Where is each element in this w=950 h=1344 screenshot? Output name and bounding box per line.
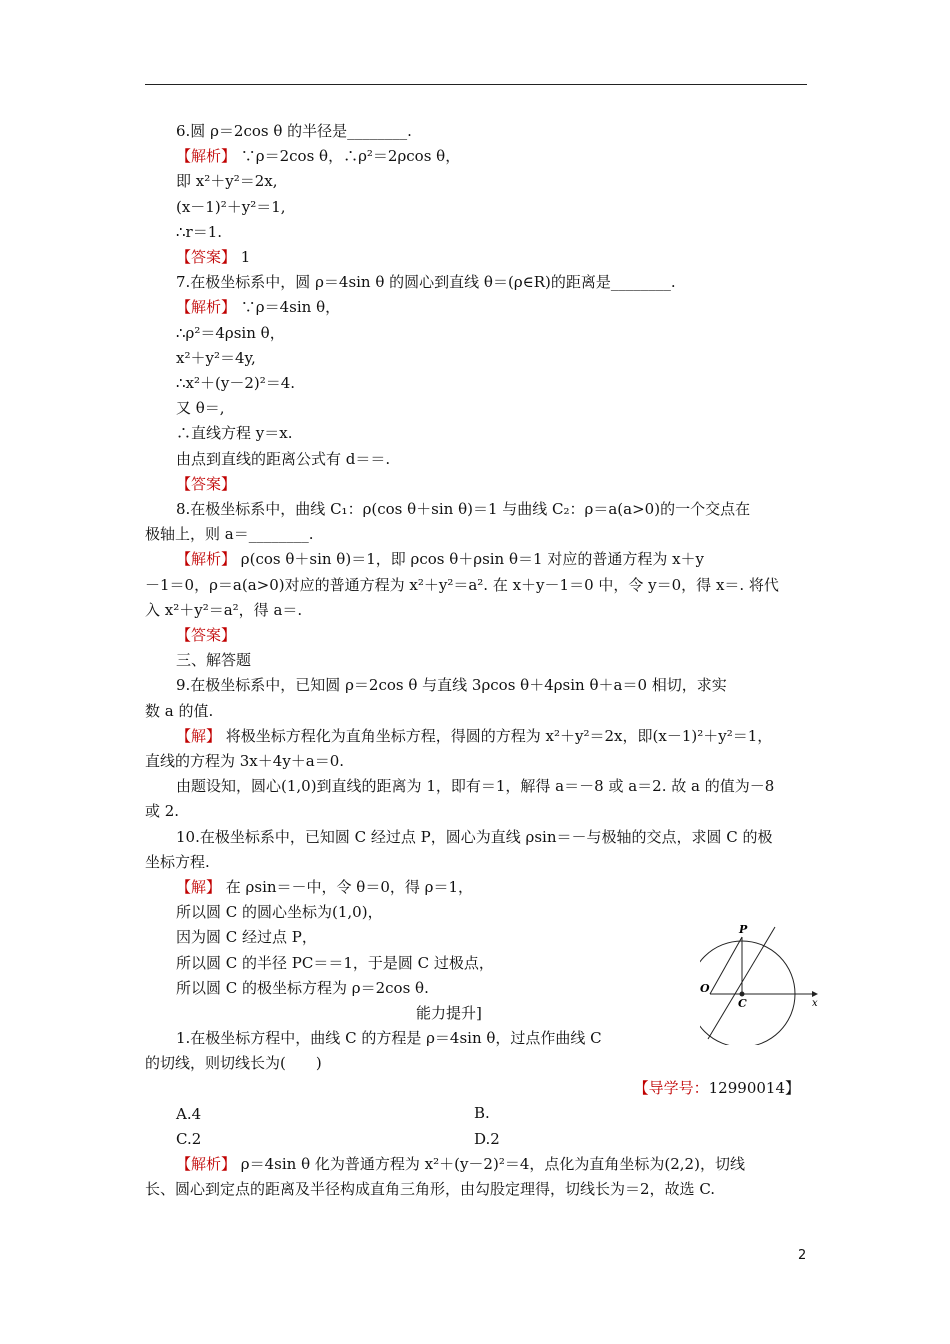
line-text: 又 θ＝, <box>176 399 225 417</box>
line-text: ρ＝4sin θ 化为普通方程为 x²＋(y－2)²＝4，点化为直角坐标为(2,2)，切线 <box>236 1155 745 1173</box>
axis-arrow <box>812 991 818 997</box>
text-line <box>176 877 473 897</box>
line-text: 将极坐标方程化为直角坐标方程，得圆的方程为 x²＋y²＝2x，即(x－1)²＋y²＝1， <box>221 727 773 745</box>
line-text: 10.在极坐标系中，已知圆 C 经过点 P，圆心为直线 ρsin＝－与极轴的交点，求圆 C 的极 <box>176 828 773 846</box>
section-tag: 【解析】 <box>176 550 237 568</box>
line-text: A.4 <box>176 1105 202 1123</box>
text-line <box>176 373 295 393</box>
text-line <box>176 1028 602 1048</box>
text-line <box>176 222 222 242</box>
line-text: 在 ρsin＝－中，令 θ＝0，得 ρ＝1， <box>221 878 473 896</box>
line-text: －1＝0，ρ＝a(a>0)对应的普通方程为 x²＋y²＝a². 在 x＋y－1＝0 中，令 y＝0，得 x＝. 将代 <box>145 576 779 594</box>
text-line <box>176 247 250 267</box>
segment-op <box>710 937 742 994</box>
text-line <box>176 827 773 847</box>
text-line <box>145 524 313 544</box>
text-line <box>145 801 179 821</box>
option-d: D.2 <box>474 1130 500 1148</box>
text-line <box>176 499 750 519</box>
line-text: ∵ρ＝4sin θ， <box>236 298 341 316</box>
text-line <box>176 348 256 368</box>
text-line <box>176 776 774 796</box>
text-line <box>176 650 251 670</box>
line-text: 8.在极坐标系中，曲线 C₁：ρ(cos θ＋sin θ)＝1 与曲线 C₂：ρ＝a(a>0)的一个交点在 <box>176 500 751 518</box>
text-line <box>176 953 494 973</box>
section-tag: 【答案】 <box>176 626 237 644</box>
text-line <box>176 549 704 569</box>
text-line <box>176 323 285 343</box>
circle-diagram <box>700 915 830 1045</box>
line-text: ∴ρ²＝4ρsin θ， <box>176 324 285 342</box>
label-c: C <box>738 997 747 1010</box>
line-text: ∴直线方程 y＝x. <box>176 424 293 442</box>
text-line <box>176 1104 201 1124</box>
text-line <box>176 297 340 317</box>
text-line <box>145 1053 322 1073</box>
text-line <box>145 575 779 595</box>
line-text: 坐标方程. <box>145 853 210 871</box>
guide-value: 12990014】 <box>708 1079 800 1097</box>
section-tag: 【答案】 <box>176 475 237 493</box>
line-text: 能力提升] <box>416 1004 482 1022</box>
guide-label: 【导学号： <box>633 1079 709 1097</box>
text-line <box>176 978 429 998</box>
text-line <box>176 272 676 292</box>
line-text: x²＋y²＝4y, <box>176 349 256 367</box>
text-line <box>145 751 344 771</box>
line-text: 数 a 的值. <box>145 702 214 720</box>
line-text: C.2 <box>176 1130 202 1148</box>
line-text: 即 x²＋y²＝2x, <box>176 172 278 190</box>
line-text: 所以圆 C 的圆心坐标为(1,0)， <box>176 903 383 921</box>
text-line <box>176 423 292 443</box>
text-line <box>176 171 278 191</box>
section-tag: 【解析】 <box>176 298 237 316</box>
line-text: ρ(cos θ＋sin θ)＝1，即 ρcos θ＋ρsin θ＝1 对应的普通方程为 x＋y <box>236 550 705 568</box>
line-text: 直线的方程为 3x＋4y＋a＝0. <box>145 752 345 770</box>
section-tag: 【解析】 <box>176 147 237 165</box>
text-line <box>176 726 772 746</box>
line-text: ∵ρ＝2cos θ，∴ρ²＝2ρcos θ， <box>236 147 461 165</box>
label-x: x <box>812 998 818 1009</box>
section-tag: 【解析】 <box>176 1155 237 1173</box>
label-p: P <box>739 923 748 936</box>
label-o: O <box>700 982 710 995</box>
circle-figure <box>700 915 830 1045</box>
line-text: 7.在极坐标系中，圆 ρ＝4sin θ 的圆心到直线 θ＝(ρ∈R)的距离是________. <box>176 273 676 291</box>
line-text: 或 2. <box>145 802 180 820</box>
text-line <box>176 927 317 947</box>
line-text: 极轴上，则 a＝________. <box>145 525 314 543</box>
text-line <box>176 197 286 217</box>
option-b: B. <box>474 1104 490 1122</box>
text-line <box>176 625 236 645</box>
line-text: 因为圆 C 经过点 P， <box>176 928 317 946</box>
text-line <box>176 902 383 922</box>
line-text: (x－1)²＋y²＝1, <box>176 198 286 216</box>
line-text: 1.在极坐标方程中，曲线 C 的方程是 ρ＝4sin θ，过点作曲线 C <box>176 1029 602 1047</box>
line-text: 长、圆心到定点的距离及半径构成直角三角形，由勾股定理得，切线长为＝2，故选 C. <box>145 1180 716 1198</box>
text-line <box>145 852 210 872</box>
section-tag: 【答案】 <box>176 248 237 266</box>
line-text: 所以圆 C 的极坐标方程为 ρ＝2cos θ. <box>176 979 429 997</box>
text-line <box>176 398 225 418</box>
text-line <box>176 449 390 469</box>
line-text: ∴x²＋(y－2)²＝4. <box>176 374 296 392</box>
page-number: 2 <box>798 1248 807 1263</box>
line-text: 的切线，则切线长为( ) <box>145 1054 322 1072</box>
text-line <box>176 146 460 166</box>
line-text: 9.在极坐标系中，已知圆 ρ＝2cos θ 与直线 3ρcos θ＋4ρsin θ＋a＝0 相切，求实 <box>176 676 727 694</box>
text-line <box>416 1003 482 1023</box>
section-tag: 【解】 <box>176 878 222 896</box>
text-line <box>145 1179 715 1199</box>
text-line <box>176 121 412 141</box>
line-text: 6.圆 ρ＝2cos θ 的半径是________. <box>176 122 412 140</box>
line-text: 由题设知，圆心(1,0)到直线的距离为 1，即有＝1，解得 a＝－8 或 a＝2. 故 a 的值为－8 <box>176 777 775 795</box>
line-text: 1 <box>236 248 251 266</box>
guide-number <box>634 1078 800 1098</box>
text-line <box>176 1154 745 1174</box>
line-text: ∴r＝1. <box>176 223 223 241</box>
line-text: 入 x²＋y²＝a²，得 a＝. <box>145 601 303 619</box>
text-line <box>145 600 302 620</box>
line-text: 三、解答题 <box>176 651 252 669</box>
text-line <box>145 701 213 721</box>
line-text: 由点到直线的距离公式有 d＝＝. <box>176 450 391 468</box>
line-text: 所以圆 C 的半径 PC＝＝1，于是圆 C 过极点， <box>176 954 494 972</box>
center-point <box>740 992 745 997</box>
text-line <box>176 474 236 494</box>
header-rule <box>145 84 807 85</box>
text-line <box>176 1129 201 1149</box>
text-line <box>176 675 727 695</box>
section-tag: 【解】 <box>176 727 222 745</box>
